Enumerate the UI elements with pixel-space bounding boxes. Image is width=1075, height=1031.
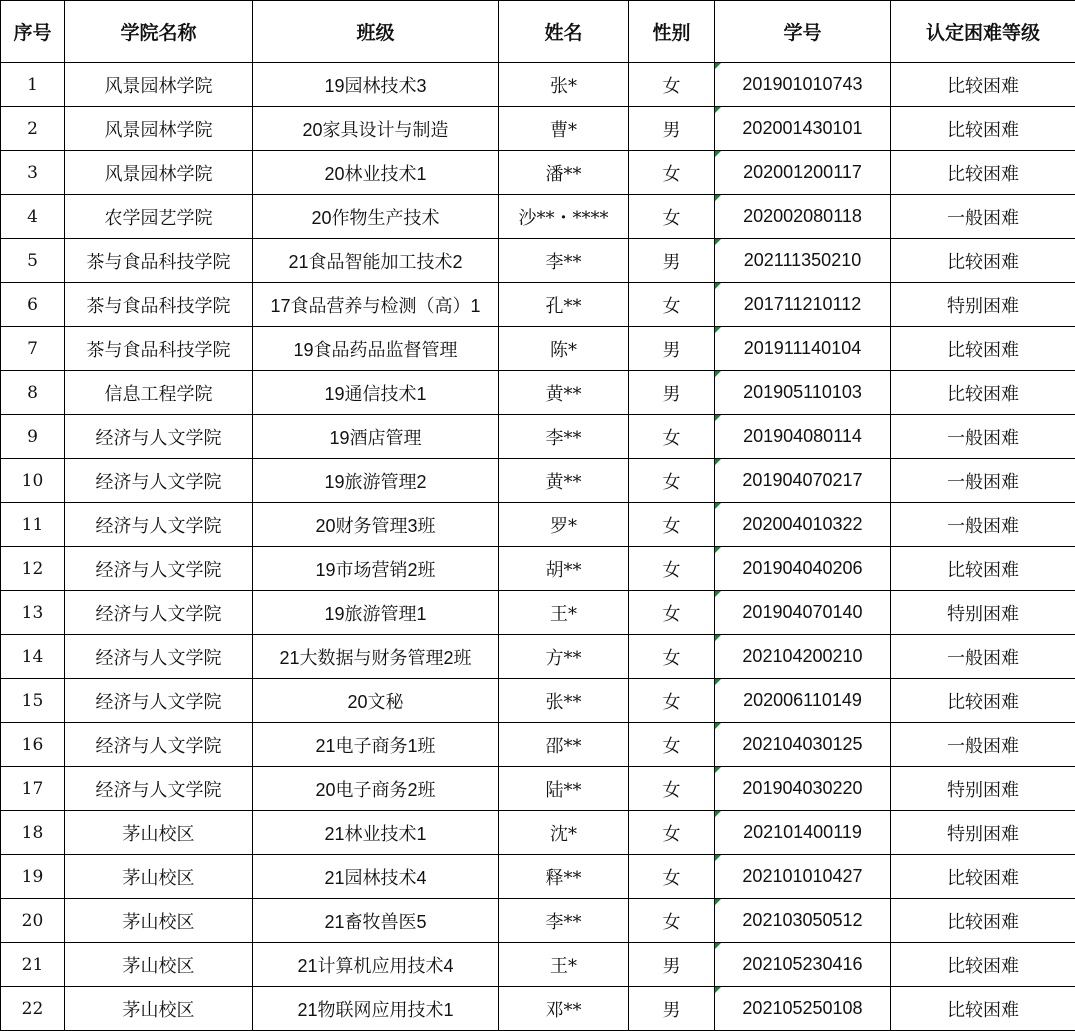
cell-student-id[interactable]: 201904070217 — [715, 459, 891, 503]
cell-level[interactable]: 比较困难 — [891, 371, 1075, 415]
cell-level[interactable]: 比较困难 — [891, 679, 1075, 723]
cell-class[interactable]: 21园林技术4 — [253, 855, 499, 899]
cell-name[interactable]: 李** — [499, 239, 629, 283]
cell-seq[interactable]: 19 — [1, 855, 65, 899]
table-row — [1, 855, 1075, 899]
cell-college[interactable]: 茅山校区 — [65, 899, 253, 943]
cell-level[interactable]: 比较困难 — [891, 943, 1075, 987]
cell-gender[interactable]: 女 — [629, 195, 715, 239]
cell-seq[interactable]: 10 — [1, 459, 65, 503]
cell-name[interactable]: 王* — [499, 591, 629, 635]
cell-gender[interactable]: 男 — [629, 239, 715, 283]
cell-name[interactable]: 孔** — [499, 283, 629, 327]
cell-seq[interactable]: 6 — [1, 283, 65, 327]
cell-student-id[interactable]: 201905110103 — [715, 371, 891, 415]
table-row — [1, 503, 1075, 547]
cell-level[interactable]: 一般困难 — [891, 195, 1075, 239]
cell-level[interactable]: 一般困难 — [891, 503, 1075, 547]
cell-student-id[interactable]: 201901010743 — [715, 63, 891, 107]
cell-student-id[interactable]: 201904070140 — [715, 591, 891, 635]
cell-college[interactable]: 经济与人文学院 — [65, 547, 253, 591]
cell-college[interactable]: 农学园艺学院 — [65, 195, 253, 239]
cell-gender[interactable]: 女 — [629, 63, 715, 107]
cell-name[interactable]: 胡** — [499, 547, 629, 591]
cell-class[interactable]: 19旅游管理2 — [253, 459, 499, 503]
cell-class[interactable]: 21物联网应用技术1 — [253, 987, 499, 1031]
cell-college[interactable]: 茶与食品科技学院 — [65, 283, 253, 327]
table-row — [1, 327, 1075, 371]
cell-name[interactable]: 方** — [499, 635, 629, 679]
cell-seq[interactable]: 18 — [1, 811, 65, 855]
table-row — [1, 415, 1075, 459]
table-row — [1, 195, 1075, 239]
cell-student-id[interactable]: 202111350210 — [715, 239, 891, 283]
cell-name[interactable]: 王* — [499, 943, 629, 987]
cell-level[interactable]: 特别困难 — [891, 283, 1075, 327]
table-row — [1, 459, 1075, 503]
cell-student-id[interactable]: 202001430101 — [715, 107, 891, 151]
cell-gender[interactable]: 女 — [629, 547, 715, 591]
cell-level[interactable]: 特别困难 — [891, 591, 1075, 635]
cell-student-id[interactable]: 201711210112 — [715, 283, 891, 327]
cell-level[interactable]: 一般困难 — [891, 635, 1075, 679]
cell-seq[interactable]: 15 — [1, 679, 65, 723]
cell-seq[interactable]: 17 — [1, 767, 65, 811]
header-level: 认定困难等级 — [891, 1, 1075, 63]
cell-gender[interactable]: 女 — [629, 459, 715, 503]
cell-student-id[interactable]: 202001200117 — [715, 151, 891, 195]
cell-class[interactable]: 21电子商务1班 — [253, 723, 499, 767]
table-body — [1, 63, 1075, 1031]
cell-seq[interactable]: 20 — [1, 899, 65, 943]
cell-class[interactable]: 21畜牧兽医5 — [253, 899, 499, 943]
cell-college[interactable]: 经济与人文学院 — [65, 503, 253, 547]
cell-level[interactable]: 比较困难 — [891, 855, 1075, 899]
table-row — [1, 943, 1075, 987]
cell-gender[interactable]: 女 — [629, 899, 715, 943]
cell-student-id[interactable]: 202004010322 — [715, 503, 891, 547]
cell-gender[interactable]: 男 — [629, 107, 715, 151]
cell-class[interactable]: 20电子商务2班 — [253, 767, 499, 811]
cell-class[interactable]: 20文秘 — [253, 679, 499, 723]
cell-seq[interactable]: 7 — [1, 327, 65, 371]
cell-gender[interactable]: 女 — [629, 767, 715, 811]
cell-gender[interactable]: 女 — [629, 591, 715, 635]
cell-college[interactable]: 经济与人文学院 — [65, 723, 253, 767]
cell-level[interactable]: 比较困难 — [891, 547, 1075, 591]
cell-seq[interactable]: 12 — [1, 547, 65, 591]
cell-class[interactable]: 19通信技术1 — [253, 371, 499, 415]
cell-gender[interactable]: 女 — [629, 855, 715, 899]
cell-level[interactable]: 特别困难 — [891, 767, 1075, 811]
table-row — [1, 635, 1075, 679]
cell-class[interactable]: 19园林技术3 — [253, 63, 499, 107]
cell-student-id[interactable]: 202006110149 — [715, 679, 891, 723]
cell-name[interactable]: 释** — [499, 855, 629, 899]
header-row — [1, 1, 1075, 63]
cell-student-id[interactable]: 202002080118 — [715, 195, 891, 239]
cell-student-id[interactable]: 201904040206 — [715, 547, 891, 591]
cell-student-id[interactable]: 202105230416 — [715, 943, 891, 987]
header-student-id: 学号 — [715, 1, 891, 63]
cell-college[interactable]: 茶与食品科技学院 — [65, 327, 253, 371]
cell-college[interactable]: 风景园林学院 — [65, 151, 253, 195]
cell-seq[interactable]: 13 — [1, 591, 65, 635]
cell-level[interactable]: 一般困难 — [891, 723, 1075, 767]
cell-class[interactable]: 19酒店管理 — [253, 415, 499, 459]
cell-class[interactable]: 19食品药品监督管理 — [253, 327, 499, 371]
cell-class[interactable]: 20林业技术1 — [253, 151, 499, 195]
cell-class[interactable]: 20财务管理3班 — [253, 503, 499, 547]
cell-gender[interactable]: 女 — [629, 679, 715, 723]
cell-seq[interactable]: 14 — [1, 635, 65, 679]
cell-seq[interactable]: 22 — [1, 987, 65, 1031]
cell-name[interactable]: 邵** — [499, 723, 629, 767]
cell-gender[interactable]: 男 — [629, 943, 715, 987]
cell-seq[interactable]: 9 — [1, 415, 65, 459]
table-row — [1, 283, 1075, 327]
cell-college[interactable]: 茅山校区 — [65, 811, 253, 855]
cell-name[interactable]: 罗* — [499, 503, 629, 547]
cell-seq[interactable]: 3 — [1, 151, 65, 195]
table-row — [1, 107, 1075, 151]
table-row — [1, 987, 1075, 1031]
table-row — [1, 723, 1075, 767]
cell-name[interactable]: 黄** — [499, 371, 629, 415]
cell-college[interactable]: 经济与人文学院 — [65, 459, 253, 503]
table-row — [1, 811, 1075, 855]
cell-class[interactable]: 21大数据与财务管理2班 — [253, 635, 499, 679]
cell-college[interactable]: 茶与食品科技学院 — [65, 239, 253, 283]
cell-class[interactable]: 21食品智能加工技术2 — [253, 239, 499, 283]
cell-level[interactable]: 比较困难 — [891, 327, 1075, 371]
cell-college[interactable]: 经济与人文学院 — [65, 679, 253, 723]
cell-seq[interactable]: 8 — [1, 371, 65, 415]
cell-college[interactable]: 经济与人文学院 — [65, 635, 253, 679]
cell-name[interactable]: 沈* — [499, 811, 629, 855]
table-row — [1, 591, 1075, 635]
table-row — [1, 547, 1075, 591]
cell-gender[interactable]: 男 — [629, 371, 715, 415]
cell-level[interactable]: 一般困难 — [891, 459, 1075, 503]
header-name: 姓名 — [499, 1, 629, 63]
cell-gender[interactable]: 女 — [629, 723, 715, 767]
cell-seq[interactable]: 5 — [1, 239, 65, 283]
cell-level[interactable]: 特别困难 — [891, 811, 1075, 855]
header-class: 班级 — [253, 1, 499, 63]
cell-level[interactable]: 比较困难 — [891, 107, 1075, 151]
cell-level[interactable]: 一般困难 — [891, 415, 1075, 459]
cell-student-id[interactable]: 201904080114 — [715, 415, 891, 459]
cell-level[interactable]: 比较困难 — [891, 239, 1075, 283]
cell-seq[interactable]: 4 — [1, 195, 65, 239]
cell-college[interactable]: 茅山校区 — [65, 987, 253, 1031]
header-gender: 性别 — [629, 1, 715, 63]
cell-name[interactable]: 沙**・**** — [499, 195, 629, 239]
cell-name[interactable]: 陈* — [499, 327, 629, 371]
cell-college[interactable]: 风景园林学院 — [65, 107, 253, 151]
cell-student-id[interactable]: 202101010427 — [715, 855, 891, 899]
cell-name[interactable]: 李** — [499, 899, 629, 943]
cell-level[interactable]: 比较困难 — [891, 899, 1075, 943]
cell-class[interactable]: 20家具设计与制造 — [253, 107, 499, 151]
cell-level[interactable]: 比较困难 — [891, 151, 1075, 195]
cell-gender[interactable]: 男 — [629, 987, 715, 1031]
table-row — [1, 239, 1075, 283]
cell-seq[interactable]: 21 — [1, 943, 65, 987]
cell-name[interactable]: 潘** — [499, 151, 629, 195]
cell-gender[interactable]: 女 — [629, 635, 715, 679]
cell-student-id[interactable]: 201911140104 — [715, 327, 891, 371]
cell-name[interactable]: 黄** — [499, 459, 629, 503]
cell-college[interactable]: 经济与人文学院 — [65, 415, 253, 459]
cell-college[interactable]: 经济与人文学院 — [65, 591, 253, 635]
table-row — [1, 679, 1075, 723]
cell-student-id[interactable]: 202101400119 — [715, 811, 891, 855]
cell-name[interactable]: 曹* — [499, 107, 629, 151]
cell-student-id[interactable]: 202105250108 — [715, 987, 891, 1031]
cell-gender[interactable]: 女 — [629, 503, 715, 547]
cell-gender[interactable]: 女 — [629, 811, 715, 855]
cell-student-id[interactable]: 201904030220 — [715, 767, 891, 811]
cell-class[interactable]: 20作物生产技术 — [253, 195, 499, 239]
cell-class[interactable]: 21计算机应用技术4 — [253, 943, 499, 987]
cell-level[interactable]: 比较困难 — [891, 987, 1075, 1031]
cell-level[interactable]: 比较困难 — [891, 63, 1075, 107]
cell-gender[interactable]: 女 — [629, 415, 715, 459]
cell-name[interactable]: 邓** — [499, 987, 629, 1031]
cell-name[interactable]: 陆** — [499, 767, 629, 811]
cell-college[interactable]: 经济与人文学院 — [65, 767, 253, 811]
cell-name[interactable]: 张* — [499, 63, 629, 107]
cell-class[interactable]: 21林业技术1 — [253, 811, 499, 855]
header-college: 学院名称 — [65, 1, 253, 63]
cell-class[interactable]: 19市场营销2班 — [253, 547, 499, 591]
header-seq: 序号 — [1, 1, 65, 63]
cell-seq[interactable]: 1 — [1, 63, 65, 107]
cell-college[interactable]: 茅山校区 — [65, 943, 253, 987]
table-row — [1, 151, 1075, 195]
cell-name[interactable]: 李** — [499, 415, 629, 459]
cell-college[interactable]: 茅山校区 — [65, 855, 253, 899]
cell-seq[interactable]: 16 — [1, 723, 65, 767]
table-row — [1, 371, 1075, 415]
cell-name[interactable]: 张** — [499, 679, 629, 723]
cell-college[interactable]: 风景园林学院 — [65, 63, 253, 107]
cell-gender[interactable]: 女 — [629, 151, 715, 195]
table-row — [1, 899, 1075, 943]
cell-seq[interactable]: 11 — [1, 503, 65, 547]
cell-class[interactable]: 19旅游管理1 — [253, 591, 499, 635]
table-row — [1, 63, 1075, 107]
cell-student-id[interactable]: 202104030125 — [715, 723, 891, 767]
cell-gender[interactable]: 男 — [629, 327, 715, 371]
cell-college[interactable]: 信息工程学院 — [65, 371, 253, 415]
cell-student-id[interactable]: 202103050512 — [715, 899, 891, 943]
table-row — [1, 767, 1075, 811]
cell-class[interactable]: 17食品营养与检测（高）1 — [253, 283, 499, 327]
cell-gender[interactable]: 女 — [629, 283, 715, 327]
cell-seq[interactable]: 2 — [1, 107, 65, 151]
cell-student-id[interactable]: 202104200210 — [715, 635, 891, 679]
